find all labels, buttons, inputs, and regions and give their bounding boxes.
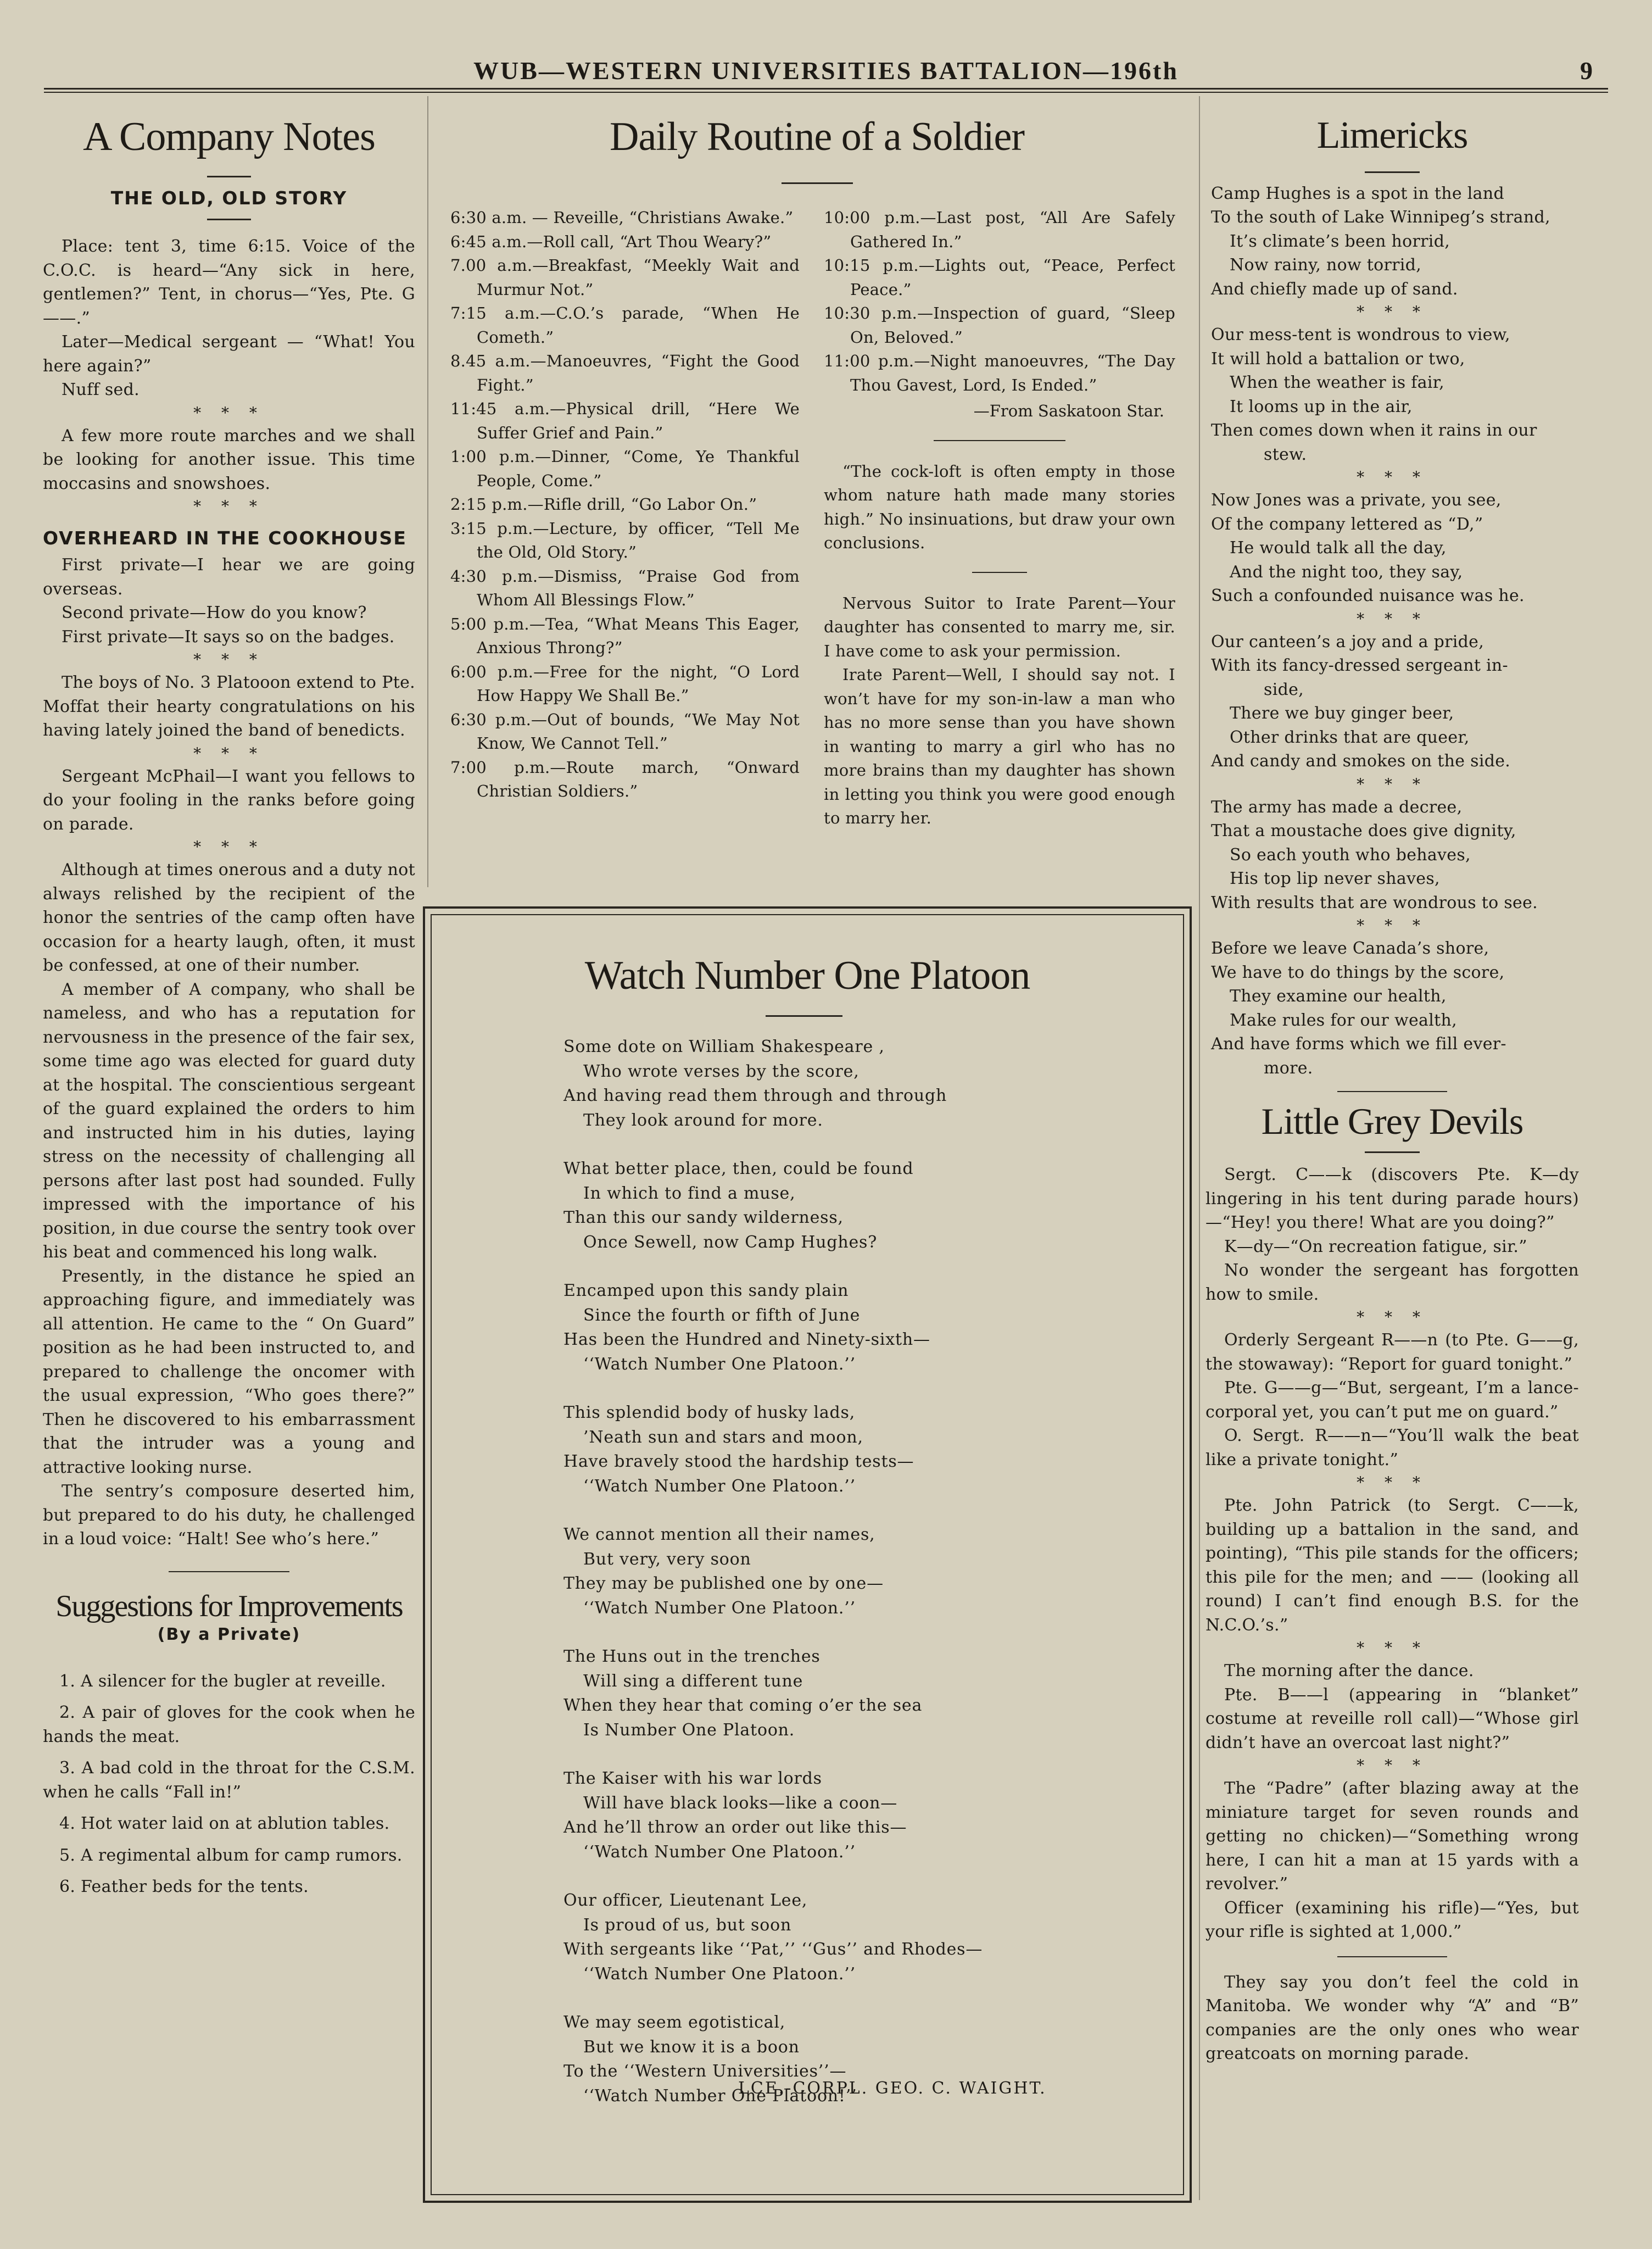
separator-stars: * * * (193, 838, 265, 856)
poem-line: To the ‘‘Western Universities’’— (563, 2062, 847, 2081)
paragraph: Pte. John Patrick (to Sergt. C——k, building up a battalion in the sand, and pointing), “This pile stands for the officers; this pile for the men; and —— (looking all round) I can’t find enough B.S. for the N.C.O.’s.” (1205, 1496, 1579, 1635)
poem-line: Since the fourth or fifth of June (583, 1305, 861, 1325)
divider (1337, 1091, 1447, 1092)
poem-line: Will have black looks—like a coon— (583, 1793, 898, 1813)
paragraph: Pte. B——l (appearing in “blanket” costume at reveille roll call)—“Whose girl didn’t have an overcoat last night?” (1205, 1685, 1579, 1752)
separator-stars: * * * (193, 650, 265, 669)
poem-stanza (563, 1767, 1069, 1864)
suggestions-byline: (By a Private) (157, 1624, 301, 1644)
column-divider-right (1199, 96, 1200, 2200)
paragraph: Place: tent 3, time 6:15. Voice of the C.O.C. is heard—“Any sick in here, gentlemen?” Tent, in chorus—“Yes, Pte. G——.” (43, 237, 415, 328)
poem-line: But very, very soon (583, 1549, 751, 1569)
paragraph: O. Sergt. R——n—“You’ll walk the beat like a private tonight.” (1205, 1426, 1579, 1469)
limerick-line: It looms up in the air, (1230, 397, 1413, 416)
limerick-line: Other drinks that are queer, (1230, 727, 1470, 747)
poem-stanza (563, 1279, 1069, 1377)
limerick-line: stew. (1264, 444, 1307, 464)
paragraph: Nuff sed. (62, 380, 139, 400)
poem-line: With sergeants like ‘‘Pat,’’ ‘‘Gus’’ and Rhodes— (563, 1940, 983, 1959)
separator-stars: * * * (193, 403, 265, 422)
routine-entry: 8.45 a.m.—Manoeuvres, “Fight the Good Fight.” (450, 352, 800, 394)
limericks-heading: Limericks (1316, 114, 1468, 157)
limerick-line: And candy and smokes on the side. (1211, 751, 1511, 771)
devils-heading: Little Grey Devils (1261, 1100, 1523, 1142)
a-company-column (43, 102, 415, 1907)
limerick-line: Our mess-tent is wondrous to view, (1211, 325, 1510, 344)
poem-line: We cannot mention all their names, (563, 1525, 875, 1544)
paragraph: Orderly Sergeant R——n (to Pte. G——g, the stowaway): “Report for guard tonight.” (1205, 1331, 1579, 1374)
suggestions-heading: Suggestions for Improvements (55, 1589, 403, 1623)
routine-entry: 10:00 p.m.—Last post, “All Are Safely Gathered In.” (824, 208, 1175, 251)
separator-stars: * * * (193, 744, 265, 762)
masthead-rule-lower (44, 92, 1608, 93)
poem-line: ‘‘Watch Number One Platoon.’’ (583, 1598, 856, 1618)
paragraph: First private—It says so on the badges. (62, 627, 395, 647)
limerick-line: With results that are wondrous to see. (1211, 893, 1538, 912)
routine-entry: 10:30 p.m.—Inspection of guard, “Sleep On, Beloved.” (824, 304, 1175, 347)
limerick-line: Our canteen’s a joy and a pride, (1211, 632, 1484, 652)
poem-title: Watch Number One Platoon (584, 953, 1030, 998)
poem-line: Have bravely stood the hardship tests— (563, 1452, 914, 1471)
poem-stanza (563, 1157, 1069, 1255)
poem-line: They may be published one by one— (563, 1574, 884, 1593)
limerick (1211, 795, 1579, 915)
suggestion-item: 5. A regimental album for camp rumors. (59, 1845, 403, 1865)
poem-line: Is Number One Platoon. (583, 1720, 795, 1740)
limerick-line: That a moustache does give dignity, (1211, 821, 1516, 840)
cookhouse-subheading: OVERHEARD IN THE COOKHOUSE (43, 527, 407, 549)
limerick-line: When the weather is fair, (1230, 373, 1444, 392)
poem-line: Once Sewell, now Camp Hughes? (583, 1232, 878, 1252)
paragraph: The sentry’s composure deserted him, but prepared to do his duty, he challenged in a loud voice: “Halt! See who’s here.” (43, 1482, 415, 1549)
limerick-line: So each youth who behaves, (1230, 845, 1471, 865)
suggestion-item: 3. A bad cold in the throat for the C.S.M. when he calls “Fall in!” (43, 1758, 415, 1802)
limerick-line: And chiefly made up of sand. (1211, 279, 1458, 299)
poem-line: Will sing a different tune (583, 1671, 803, 1691)
divider (782, 182, 853, 184)
column-divider-left (427, 96, 428, 887)
right-column (1205, 102, 1579, 2066)
paragraph: First private—I hear we are going overseas. (43, 555, 415, 599)
separator-stars: * * * (1357, 1473, 1428, 1492)
routine-entry: 10:15 p.m.—Lights out, “Peace, Perfect Peace.” (824, 256, 1175, 299)
poem-line: ‘‘Watch Number One Platoon.’’ (583, 1476, 856, 1496)
separator-stars: * * * (1357, 775, 1428, 793)
poem-stanzas (563, 1035, 1069, 2133)
poem-line: The Kaiser with his war lords (563, 1769, 822, 1788)
divider (1337, 1956, 1447, 1957)
separator-stars: * * * (1357, 1756, 1428, 1775)
divider (169, 1571, 289, 1572)
poem-box (423, 906, 1192, 2203)
separator-stars: * * * (1357, 1308, 1428, 1327)
limerick-line: It will hold a battalion or two, (1211, 349, 1465, 369)
routine-entry: 7:00 p.m.—Route march, “Onward Christian Soldiers.” (450, 758, 800, 800)
routine-entry: 6:00 p.m.—Free for the night, “O Lord How Happy We Shall Be.” (450, 662, 800, 705)
poem-signature: LCE.-CORPL. GEO. C. WAIGHT. (738, 2079, 1047, 2098)
routine-entry: 5:00 p.m.—Tea, “What Means This Eager, Anxious Throng?” (450, 614, 800, 657)
paragraph: A member of A company, who shall be nameless, and who has a reputation for nervousness in the presence of the fair sex, some time ago was elected for guard duty at the hospital. The conscientious sergeant of the guard explained the orders to him and instructed him in his duties, laying stress on the necessity of challenging all persons after last post had sounded. Fully impressed with the importance of his position, in due course the sentry took over his beat and commenced his long walk. (43, 979, 415, 1262)
paragraph: K—dy—“On recreation fatigue, sir.” (1224, 1237, 1527, 1256)
separator-stars: * * * (1357, 468, 1428, 486)
cockloft-paragraph: “The cock-loft is often empty in those whom nature hath made many stories high.” No insinuations, but draw your own conclusions. (824, 461, 1175, 552)
suggestion-item: 6. Feather beds for the tents. (59, 1877, 309, 1897)
suggestion-item: 4. Hot water laid on at ablution tables. (59, 1814, 390, 1834)
poem-line: We may seem egotistical, (563, 2013, 786, 2032)
limerick-line: side, (1264, 680, 1304, 699)
poem-line: ‘‘Watch Number One Platoon.’’ (583, 1354, 856, 1374)
poem-stanza (563, 1035, 1069, 1133)
suitor-paragraph: Nervous Suitor to Irate Parent—Your daughter has consented to marry me, sir. I have come to ask your permission. (824, 593, 1175, 660)
limerick-line: Now rainy, now torrid, (1230, 255, 1422, 275)
routine-entry: 6:30 a.m. — Reveille, “Christians Awake.” (450, 208, 794, 227)
limerick (1211, 630, 1579, 773)
routine-right-list (824, 206, 1175, 831)
masthead-title: WUB—WESTERN UNIVERSITIES BATTALION—196th (473, 57, 1179, 85)
separator-stars: * * * (1357, 303, 1428, 321)
divider (207, 176, 251, 177)
poem-line: Is proud of us, but soon (583, 1915, 792, 1935)
poem-stanza (563, 1401, 1069, 1499)
limerick-line: Before we leave Canada’s shore, (1211, 939, 1489, 958)
divider (934, 440, 1065, 441)
paragraph: Sergeant McPhail—I want you fellows to do your fooling in the ranks before going on parade. (43, 766, 415, 834)
suggestion-item: 2. A pair of gloves for the cook when he hands the meat. (43, 1703, 415, 1746)
divider (766, 1015, 842, 1017)
paragraph: Although at times onerous and a duty not always relished by the recipient of the honor the sentries of the camp often have occasion for a hearty laugh, often, it must be confessed, at one of their number. (43, 860, 416, 976)
routine-heading: Daily Routine of a Soldier (610, 114, 1024, 159)
divider (207, 219, 251, 220)
paragraph: The “Padre” (after blazing away at the miniature target for seven rounds and getting no chicken)—“Something wrong here, I can hit a man at 15 yards with a revolver.” (1205, 1779, 1579, 1894)
poem-line: ‘‘Watch Number One Platoon.’’ (583, 1842, 856, 1862)
divider (972, 572, 1027, 573)
poem-line: And he’ll throw an order out like this— (563, 1818, 907, 1837)
routine-section (439, 102, 1195, 904)
separator-stars: * * * (1357, 916, 1428, 934)
poem-line: ‘‘Watch Number One Platoon.’’ (583, 1964, 856, 1984)
poem-line: Than this our sandy wilderness, (563, 1208, 844, 1227)
limerick-line: Of the company lettered as “D,” (1211, 514, 1483, 534)
poem-line: They look around for more. (583, 1110, 823, 1130)
paragraph: Officer (examining his rifle)—“Yes, but your rifle is sighted at 1,000.” (1205, 1898, 1579, 1942)
limerick-line: To the south of Lake Winnipeg’s strand, (1211, 208, 1550, 227)
poem-line: When they hear that coming o’er the sea (563, 1696, 923, 1715)
poem-line: What better place, then, could be found (563, 1159, 914, 1178)
poem-line: This splendid body of husky lads, (563, 1403, 856, 1422)
suitor-paragraph: Irate Parent—Well, I should say not. I won’t have for my son-in-law a man who has no more sense than you have shown in wanting to marry a girl who has no more brains than my daughter has shown in letting you think you were good enough to marry her. (824, 665, 1175, 827)
routine-entry: 11:45 a.m.—Physical drill, “Here We Suffer Grief and Pain.” (450, 399, 800, 442)
limerick-line: The army has made a decree, (1211, 797, 1463, 817)
limerick-line: With its fancy-dressed sergeant in- (1211, 656, 1508, 675)
masthead (44, 54, 1608, 87)
paragraph: The morning after the dance. (1224, 1661, 1474, 1681)
suggestions-list (43, 1669, 415, 1899)
separator-stars: * * * (1357, 609, 1428, 628)
limerick (1211, 323, 1579, 466)
limerick (1211, 937, 1579, 1080)
separator-stars: * * * (1357, 1639, 1428, 1657)
limerick-line: And the night too, they say, (1230, 562, 1463, 582)
limerick-line: Camp Hughes is a spot in the land (1211, 183, 1504, 203)
limerick-line: Such a confounded nuisance was he. (1211, 586, 1525, 605)
routine-entry: 1:00 p.m.—Dinner, “Come, Ye Thankful People, Come.” (450, 447, 800, 490)
limerick-line: Then comes down when it rains in our (1211, 421, 1537, 440)
limerick (1211, 182, 1579, 302)
limerick (1211, 488, 1579, 608)
poem-line: Has been the Hundred and Ninety-sixth— (563, 1330, 930, 1349)
limerick-line: It’s climate’s been horrid, (1230, 231, 1450, 251)
poem-line: ’Neath sun and stars and moon, (583, 1427, 863, 1447)
paragraph: The boys of No. 3 Platooon extend to Pte. Moffat their hearty congratulations on his having lately joined the band of benedicts. (43, 673, 415, 741)
routine-entry: 2:15 p.m.—Rifle drill, “Go Labor On.” (450, 495, 757, 514)
routine-entry: 11:00 p.m.—Night manoeuvres, “The Day Thou Gavest, Lord, Is Ended.” (824, 352, 1175, 394)
poem-line: And having read them through and through (563, 1086, 947, 1105)
masthead-rule (44, 88, 1608, 90)
routine-entry: 6:30 p.m.—Out of bounds, “We May Not Know, We Cannot Tell.” (450, 710, 800, 753)
routine-source: —From Saskatoon Star. (973, 402, 1164, 420)
old-story-subheading: THE OLD, OLD STORY (110, 187, 348, 209)
limerick-line: His top lip never shaves, (1230, 869, 1440, 888)
poem-stanza (563, 1889, 1069, 1986)
a-company-heading: A Company Notes (83, 114, 375, 159)
routine-entry: 3:15 p.m.—Lecture, by officer, “Tell Me the Old, Old Story.” (450, 519, 800, 561)
limerick-line: Now Jones was a private, you see, (1211, 491, 1502, 510)
poem-line: The Huns out in the trenches (563, 1647, 821, 1666)
poem-line: Some dote on William Shakespeare , (563, 1037, 885, 1056)
limerick-line: Make rules for our wealth, (1230, 1010, 1457, 1030)
poem-line: Encamped upon this sandy plain (563, 1281, 849, 1300)
page-number: 9 (1580, 57, 1593, 85)
poem-line: But we know it is a boon (583, 2037, 800, 2057)
limerick-line: We have to do things by the score, (1211, 962, 1505, 982)
paragraph: Second private—How do you know? (62, 603, 367, 623)
divider (1365, 1151, 1420, 1153)
limerick-line: He would talk all the day, (1230, 538, 1447, 558)
limerick-line: And have forms which we fill ever- (1211, 1034, 1506, 1054)
poem-line: ‘‘Watch Number One Platoon!’’ (583, 2086, 857, 2106)
routine-entry: 4:30 p.m.—Dismiss, “Praise God from Whom All Blessings Flow.” (450, 566, 800, 609)
poem-line: In which to find a muse, (583, 1183, 796, 1203)
routine-entry: 6:45 a.m.—Roll call, “Art Thou Weary?” (450, 232, 772, 251)
divider (1365, 171, 1420, 173)
paragraph: Later—Medical sergeant — “What! You here again?” (43, 332, 415, 376)
routine-entry: 7.00 a.m.—Breakfast, “Meekly Wait and Murmur Not.” (450, 256, 800, 299)
paragraph: A few more route marches and we shall be looking for another issue. This time moccasins and snowshoes. (43, 426, 415, 493)
limerick-line: more. (1264, 1058, 1313, 1078)
routine-entry: 7:15 a.m.—C.O.’s parade, “When He Cometh.” (450, 304, 800, 347)
limerick-line: They examine our health, (1230, 987, 1447, 1006)
suggestion-item: 1. A silencer for the bugler at reveille. (59, 1671, 386, 1691)
poem-line: Our officer, Lieutenant Lee, (563, 1891, 808, 1910)
poem-stanza (563, 1523, 1069, 1621)
paragraph: Presently, in the distance he spied an approaching figure, and immediately was all attention. He came to the “ On Guard” position as he had been instructed to, and prepared to challenge the oncomer with the usual expression, “Who goes there?” Then he discovered to his embarrassment that the intruder was a young and attractive looking nurse. (43, 1266, 415, 1477)
paragraph: Sergt. C——k (discovers Pte. K—dy lingering in his tent during parade hours)—“Hey! you there! What are you doing?” (1205, 1165, 1579, 1233)
separator-stars: * * * (193, 497, 265, 516)
paragraph: They say you don’t feel the cold in Manitoba. We wonder why “A” and “B” companies are the only ones who wear greatcoats on morning parade. (1205, 1972, 1579, 2064)
routine-left-list (450, 206, 800, 804)
paragraph: Pte. G——g—“But, sergeant, I’m a lance-corporal yet, you can’t put me on guard.” (1205, 1378, 1579, 1422)
poem-line: Who wrote verses by the score, (583, 1061, 860, 1081)
paragraph: No wonder the sergeant has forgotten how to smile. (1205, 1261, 1579, 1304)
limerick-line: There we buy ginger beer, (1230, 704, 1454, 723)
poem-stanza (563, 1645, 1069, 1743)
